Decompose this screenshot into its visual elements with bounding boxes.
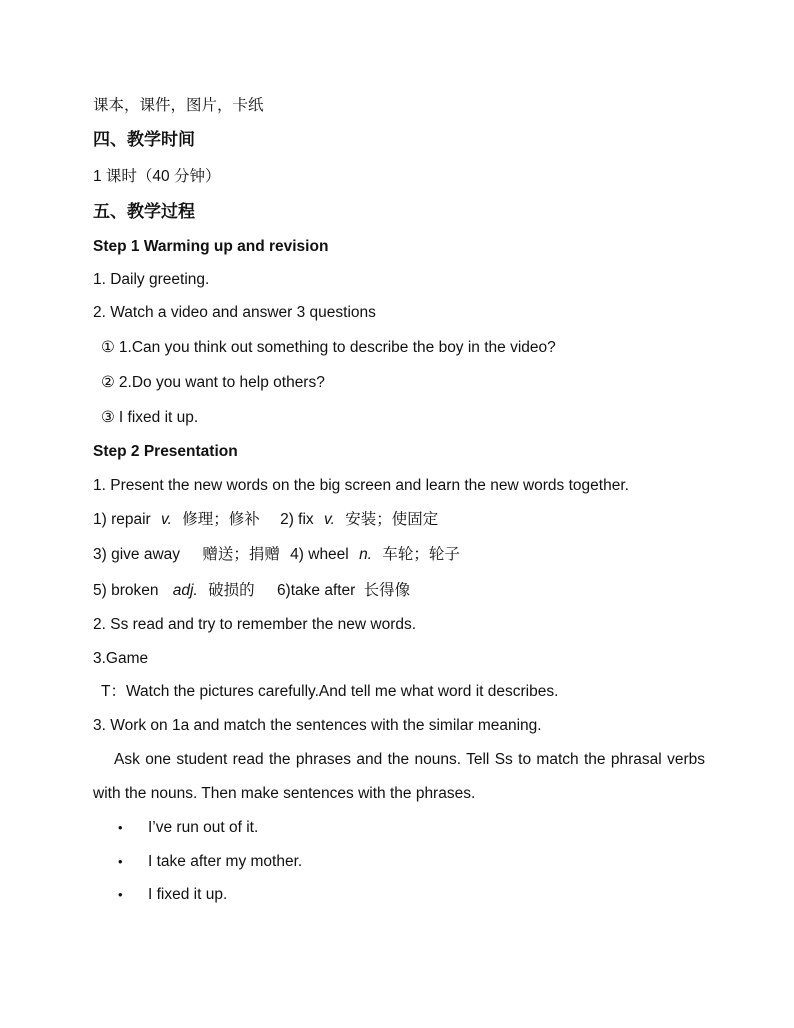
vocab-meaning: 安装；使固定	[345, 511, 439, 528]
bullet-dot: •	[118, 887, 123, 902]
game-instruction: T：Watch the pictures carefully.And tell me what word it describes.	[101, 683, 559, 700]
question-1-text: 1.Can you think out something to describe the boy in the video?	[118, 339, 556, 356]
step2-item1: 1. Present the new words on the big screen and learn the new words together.	[93, 477, 629, 494]
step2-title: Step 2 Presentation	[93, 443, 238, 460]
step2-item2: 2. Ss read and try to remember the new words.	[93, 616, 417, 633]
circle-number-3: ③	[101, 409, 115, 426]
vocab-meaning: 长得像	[363, 582, 411, 599]
vocab-word: 2) fix	[280, 511, 314, 528]
instruction-paragraph: Ask one student read the phrases and the nouns. Tell Ss to match the phrasal verbs with the nouns. Then make sentences with the phrases.	[93, 751, 705, 802]
vocab-pos: v.	[161, 511, 172, 528]
vocab-row-3	[93, 581, 410, 601]
circle-number-2: ②	[101, 374, 115, 391]
bullet-item-2: I take after my mother.	[148, 853, 303, 870]
vocab-pos: adj.	[172, 582, 198, 599]
materials-text: 课本，课件，图片，卡纸	[93, 97, 264, 114]
question-2-text: 2.Do you want to help others?	[118, 374, 325, 391]
duration-text: 1 课时（40 分钟）	[93, 168, 221, 185]
vocab-row-1	[93, 510, 438, 530]
vocab-pos: v.	[323, 511, 335, 528]
question-3	[101, 408, 198, 428]
vocab-word: 4) wheel	[290, 546, 349, 563]
step2-item4: 3. Work on 1a and match the sentences with the similar meaning.	[93, 717, 542, 734]
step1-item1: 1. Daily greeting.	[93, 271, 210, 288]
question-2	[101, 373, 325, 393]
vocab-word: 6)take after	[276, 582, 356, 599]
vocab-pos: n.	[359, 546, 372, 563]
vocab-word: 5) broken	[93, 582, 159, 599]
bullet-item-1: I’ve run out of it.	[148, 819, 259, 836]
section4-heading: 四、教学时间	[93, 130, 195, 149]
vocab-meaning: 赠送；捐赠	[202, 546, 280, 563]
bullet-dot: •	[118, 854, 123, 869]
question-1	[101, 338, 556, 358]
vocab-row-2	[93, 545, 460, 565]
vocab-word: 3) give away	[93, 546, 181, 563]
vocab-meaning: 破损的	[208, 582, 255, 599]
bullet-dot: •	[118, 820, 123, 835]
circle-number-1: ①	[101, 339, 115, 356]
step2-item3: 3.Game	[93, 650, 149, 667]
section5-heading: 五、教学过程	[93, 202, 195, 221]
vocab-word: 1) repair	[93, 511, 151, 528]
question-3-text: I fixed it up.	[118, 409, 199, 426]
vocab-meaning: 车轮；轮子	[382, 546, 460, 563]
vocab-meaning: 修理；修补	[182, 511, 260, 528]
bullet-item-3: I fixed it up.	[148, 886, 228, 903]
step1-item2: 2. Watch a video and answer 3 questions	[93, 304, 376, 321]
step1-title: Step 1 Warming up and revision	[93, 238, 329, 255]
